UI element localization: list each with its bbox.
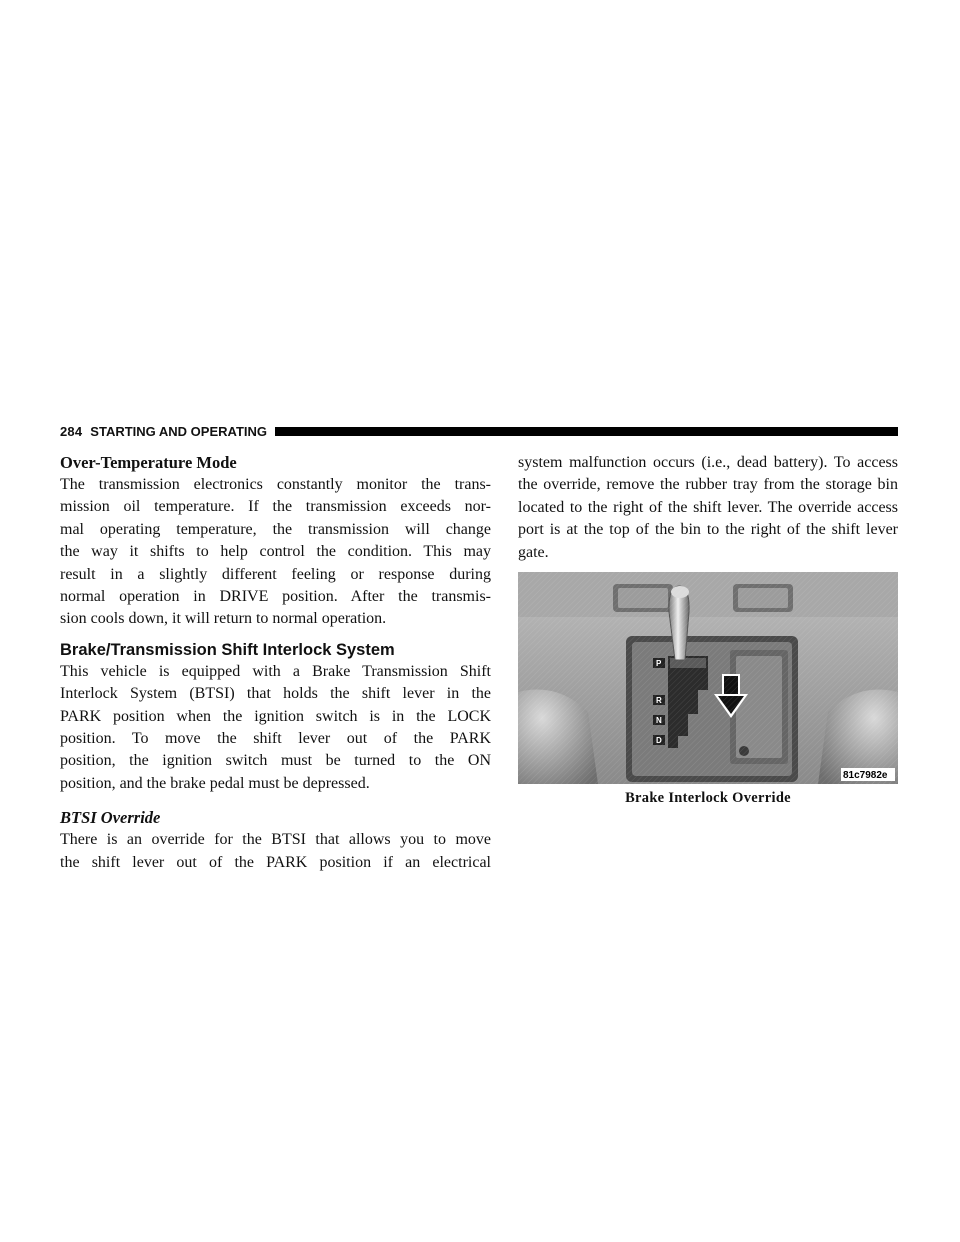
text-line: the override, remove the rubber tray from the storage bin [518,476,898,494]
text-line: PARK position when the ignition switch is in the LOCK [60,707,491,725]
text-line: located to the right of the shift lever. The override access [518,498,898,516]
right-column [518,452,898,807]
page-header [60,423,898,439]
shift-console-illustration [518,572,898,784]
text-line: gate. [518,543,549,561]
page-number: 284 [60,423,83,439]
text-line: the shift lever out of the PARK position if an electrical [60,853,491,871]
text-line: system malfunction occurs (i.e., dead battery). To access [518,454,898,471]
shift-lever-photo [518,572,898,784]
header-rule [275,427,898,436]
text-line: position, the ignition switch must be turned to the ON [60,752,491,770]
left-column [60,452,491,874]
heading-btsi-system: Brake/Transmission Shift Interlock System [60,640,395,659]
text-line: This vehicle is equipped with a Brake Transmission Shift [60,662,491,680]
text-line: position. To move the shift lever out of the PARK [60,730,491,748]
paragraph-btsi-override [60,829,491,874]
paragraph-over-temperature [60,474,491,631]
paragraph-btsi [60,661,491,795]
image-code-label: 81c7982e [843,770,888,782]
heading-over-temperature-mode: Over-Temperature Mode [60,453,237,472]
figure-caption: Brake Interlock Override [625,790,791,807]
text-line: the way it shifts to help control the condition. This may [60,543,491,561]
text-line: port is at the top of the bin to the right of the shift lever [518,521,898,539]
text-line: normal operation in DRIVE position. After the transmis- [60,588,491,606]
text-line: The transmission electronics constantly monitor the trans- [60,476,491,493]
text-line: There is an override for the BTSI that allows you to move [60,831,491,849]
text-line: sion cools down, it will return to normal operation. [60,610,387,628]
section-title: STARTING AND OPERATING [90,423,267,439]
heading-btsi-override: BTSI Override [60,808,161,828]
text-line: result in a slightly different feeling or response during [60,565,491,583]
paragraph-override-continued [518,452,898,564]
text-line: mal operating temperature, the transmission will change [60,520,491,538]
text-line: Interlock System (BTSI) that holds the shift lever in the [60,685,491,703]
text-line: position, and the brake pedal must be depressed. [60,774,370,792]
text-line: mission oil temperature. If the transmission exceeds nor- [60,498,491,516]
